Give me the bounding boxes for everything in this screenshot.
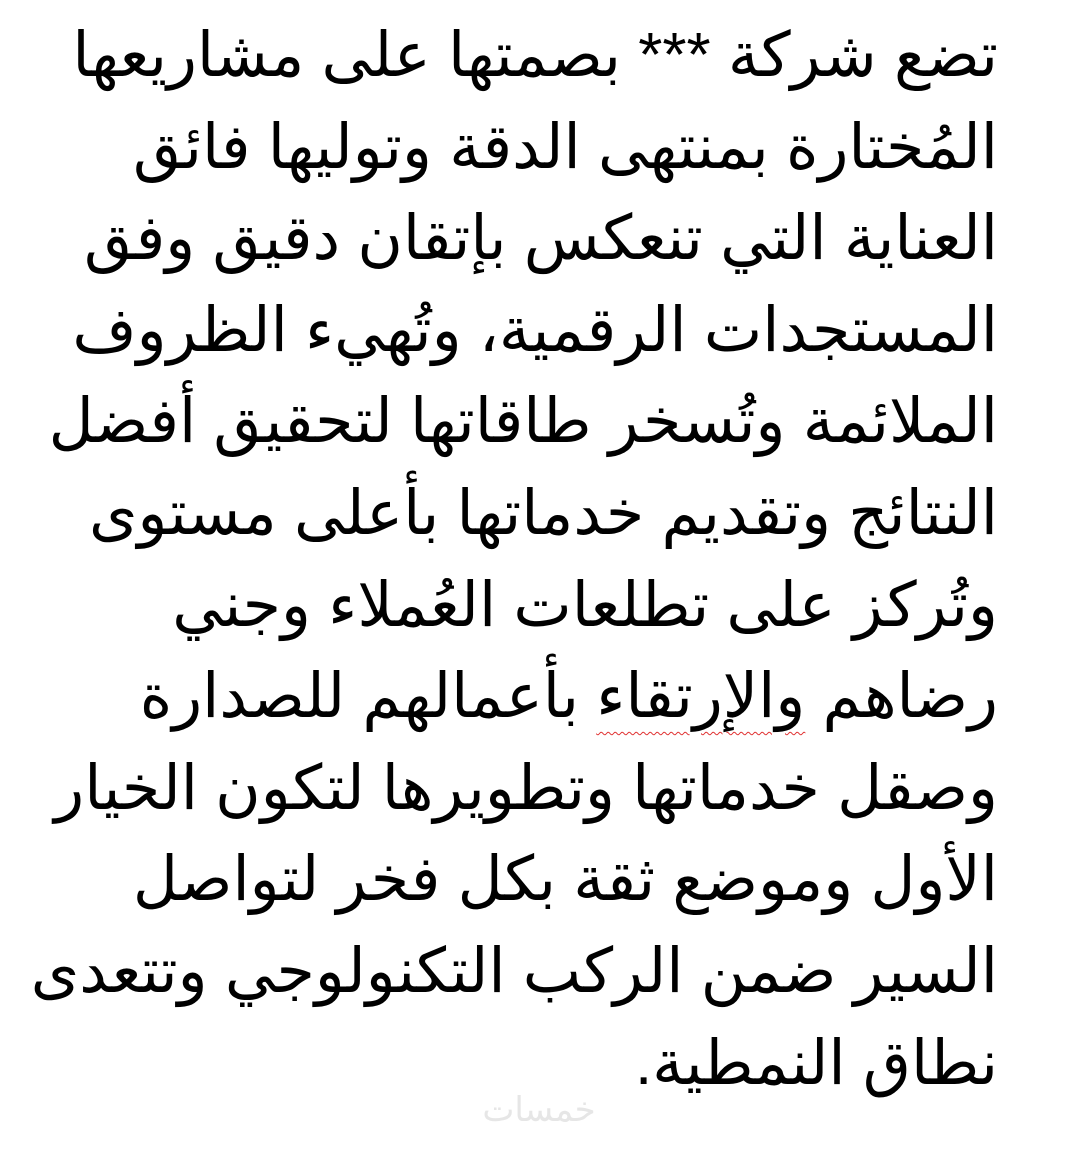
text-line-1: تضع شركة *** بصمتها على مشاريعها bbox=[72, 21, 998, 90]
text-line-11: السير ضمن الركب التكنولوجي وتتعدى bbox=[30, 936, 998, 1006]
text-line-7: وتُركز على تطلعات العُملاء وجني bbox=[172, 570, 998, 640]
text-line-9: وصقل خدماتها وتطويرها لتكون الخيار bbox=[54, 753, 998, 823]
paragraph-text bbox=[30, 10, 998, 1109]
text-line-8-end: بأعمالهم للصدارة bbox=[139, 662, 597, 732]
text-line-6: النتائج وتقديم خدماتها بأعلى مستوى bbox=[88, 478, 998, 548]
text-line-3: العناية التي تنعكس بإتقان دقيق وفق bbox=[83, 204, 998, 274]
text-line-10: الأول وموضع ثقة بكل فخر لتواصل bbox=[132, 845, 998, 915]
text-line-2: المُختارة بمنتهى الدقة وتوليها فائق bbox=[132, 112, 998, 182]
text-line-8 bbox=[68, 651, 998, 743]
text-line-8-start: رضاهم bbox=[805, 662, 998, 732]
watermark-logo: خمسات bbox=[482, 1090, 596, 1130]
spellcheck-flagged-word[interactable]: والإرتقاء bbox=[596, 662, 806, 732]
text-line-4: المستجدات الرقمية، وتُهيء الظروف bbox=[72, 295, 998, 365]
text-line-12: نطاق النمطية. bbox=[634, 1028, 998, 1098]
text-line-5: الملائمة وتُسخر طاقاتها لتحقيق أفضل bbox=[48, 387, 998, 457]
